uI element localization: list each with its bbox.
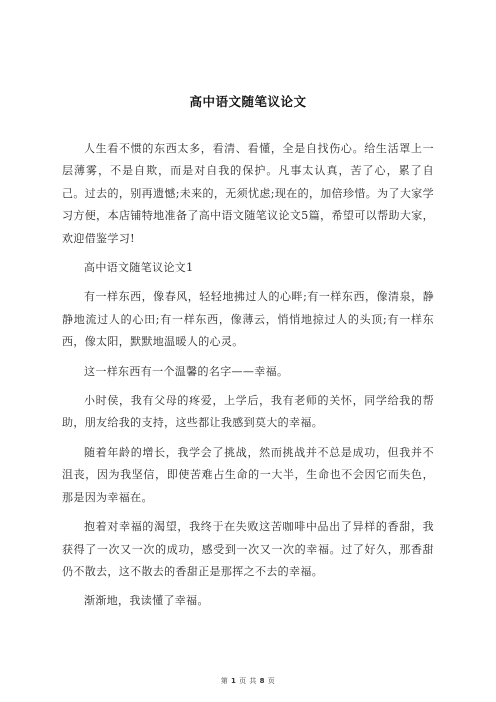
paragraph: 随着年龄的增长，我学会了挑战，然而挑战并不总是成功，但我并不沮丧，因为我坚信，即使苦难占生命的一大半，生命也不会因它而失色，那是因为幸福在。 bbox=[62, 445, 434, 504]
paragraph: 这一样东西有一个温馨的名字——幸福。 bbox=[84, 364, 289, 378]
paragraph: 小时侯，我有父母的疼爱，上学后，我有老师的关怀，同学给我的帮助，朋友给我的支持，这些都让我感到莫大的幸福。 bbox=[62, 394, 434, 430]
footer-current-page: 1 bbox=[231, 677, 237, 685]
paragraph-intro: 人生看不惯的东西太多，看清、看懂，全是自找伤心。给生活罩上一层薄雾，不是自欺，而是对自我的保护。凡事太认真，苦了心，累了自己。过去的，别再遗憾;未来的，无须忧虑;现在的，加倍珍惜。为了大家学习方便，本店铺特地准备了高中语文随笔议论文5篇，希望可以帮助大家，欢迎借鉴学习! bbox=[62, 142, 434, 245]
paragraph: 有一样东西，像春风，轻轻地拂过人的心畔;有一样东西，像清泉，静静地流过人的心田;有一样东西，像薄云，悄悄地掠过人的头顶;有一样东西，像太阳，默默地温暖人的心灵。 bbox=[62, 290, 434, 349]
footer-prefix: 第 bbox=[220, 677, 229, 685]
paragraph: 渐渐地，我读懂了幸福。 bbox=[84, 594, 209, 608]
footer-suffix: 页 bbox=[267, 677, 276, 685]
footer-middle: 页 共 bbox=[239, 677, 257, 685]
section-heading: 高中语文随笔议论文1 bbox=[84, 261, 194, 275]
paragraph: 抱着对幸福的渴望，我终于在失败这苦咖啡中品出了异样的香甜，我获得了一次又一次的成功，感受到一次又一次的幸福。过了好久，那香甜仍不散去，这不散去的香甜正是那挥之不去的幸福。 bbox=[62, 520, 434, 578]
page-footer bbox=[0, 676, 496, 686]
footer-total-pages: 8 bbox=[259, 677, 265, 685]
document-title: 高中语文随笔议论文 bbox=[189, 94, 307, 109]
document-body bbox=[62, 138, 434, 620]
